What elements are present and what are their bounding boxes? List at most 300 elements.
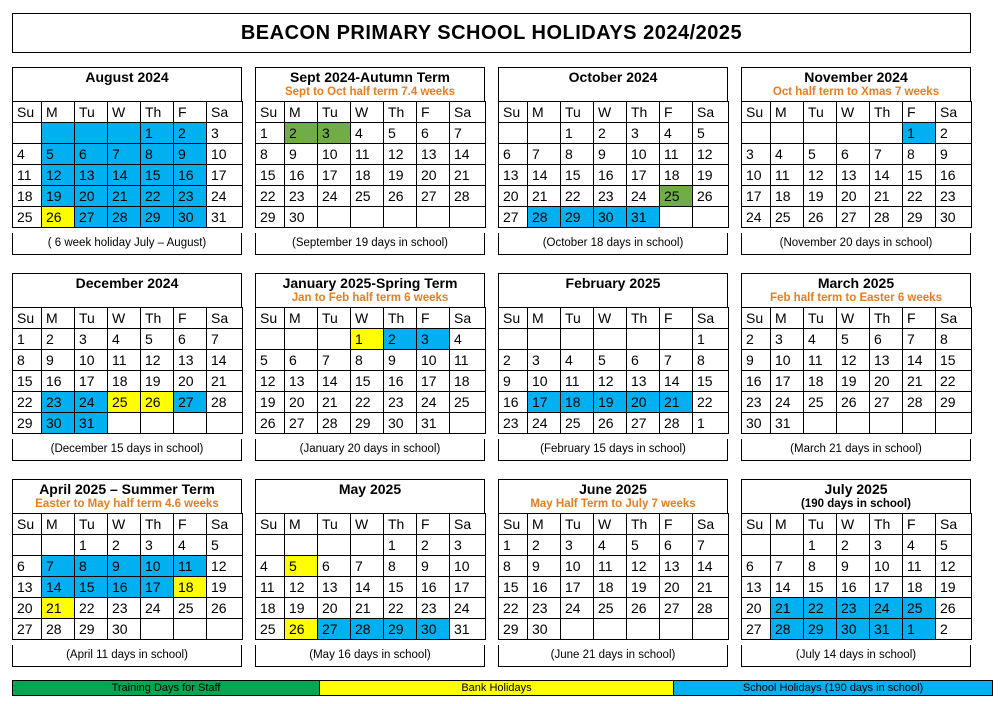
- day-cell: 18: [174, 577, 207, 598]
- day-cell: 28: [108, 207, 141, 228]
- day-cell: 22: [256, 186, 285, 207]
- day-cell: 23: [936, 186, 972, 207]
- day-cell: 30: [285, 207, 318, 228]
- weekday-label: Sa: [936, 308, 972, 329]
- day-cell: 25: [903, 598, 936, 619]
- legend: [12, 680, 993, 696]
- day-cell: 29: [903, 207, 936, 228]
- page-title: BEACON PRIMARY SCHOOL HOLIDAYS 2024/2025: [12, 13, 971, 53]
- day-cell: 26: [594, 413, 627, 434]
- day-cell: 6: [499, 144, 528, 165]
- month-table: [741, 513, 972, 640]
- day-cell: 24: [417, 392, 450, 413]
- month-footer: (October 18 days in school): [498, 233, 728, 255]
- day-cell: 17: [627, 165, 660, 186]
- day-cell: 19: [384, 165, 417, 186]
- day-cell: 24: [771, 392, 804, 413]
- day-cell: 3: [450, 535, 486, 556]
- day-cell: 25: [174, 598, 207, 619]
- day-cell: 13: [660, 556, 693, 577]
- weekday-header-row: [742, 514, 972, 535]
- weekday-header-row: [742, 102, 972, 123]
- day-cell: 1: [75, 535, 108, 556]
- day-cell: 15: [561, 165, 594, 186]
- day-cell: 3: [561, 535, 594, 556]
- day-cell: 27: [285, 413, 318, 434]
- day-cell: 1: [351, 329, 384, 350]
- day-cell: 6: [174, 329, 207, 350]
- week-row: [742, 535, 972, 556]
- weekday-label: F: [903, 102, 936, 123]
- legend-school-holidays: School Holidays (190 days in school): [674, 681, 992, 695]
- weekday-label: Th: [384, 514, 417, 535]
- day-cell: 9: [837, 556, 870, 577]
- weekday-label: Su: [13, 308, 42, 329]
- day-cell: 21: [207, 371, 243, 392]
- day-cell: 24: [75, 392, 108, 413]
- day-cell: 21: [771, 598, 804, 619]
- weekday-label: Sa: [936, 102, 972, 123]
- day-cell: 16: [742, 371, 771, 392]
- weekday-label: Tu: [561, 514, 594, 535]
- day-cell: [561, 619, 594, 640]
- day-cell: 18: [804, 371, 837, 392]
- day-cell: 5: [936, 535, 972, 556]
- week-row: [13, 392, 243, 413]
- day-cell: 19: [285, 598, 318, 619]
- day-cell: 16: [42, 371, 75, 392]
- day-cell: [936, 413, 972, 434]
- day-cell: 14: [771, 577, 804, 598]
- day-cell: 8: [804, 556, 837, 577]
- weekday-label: F: [417, 308, 450, 329]
- day-cell: [256, 535, 285, 556]
- weekday-label: Sa: [207, 102, 243, 123]
- day-cell: 29: [351, 413, 384, 434]
- week-row: [256, 619, 486, 640]
- weekday-label: Th: [141, 308, 174, 329]
- month-footer: (May 16 days in school): [255, 645, 485, 667]
- day-cell: 26: [693, 186, 729, 207]
- day-cell: 4: [450, 329, 486, 350]
- day-cell: 18: [561, 392, 594, 413]
- day-cell: 18: [108, 371, 141, 392]
- day-cell: 3: [207, 123, 243, 144]
- day-cell: 25: [351, 186, 384, 207]
- day-cell: 28: [771, 619, 804, 640]
- day-cell: 23: [417, 598, 450, 619]
- day-cell: 9: [174, 144, 207, 165]
- day-cell: 28: [450, 186, 486, 207]
- day-cell: 4: [108, 329, 141, 350]
- month-footer: (September 19 days in school): [255, 233, 485, 255]
- weekday-header-row: [499, 308, 729, 329]
- day-cell: 18: [450, 371, 486, 392]
- week-row: [13, 577, 243, 598]
- day-cell: [384, 207, 417, 228]
- day-cell: 3: [141, 535, 174, 556]
- month-table: [12, 101, 243, 228]
- week-row: [742, 556, 972, 577]
- day-cell: 13: [627, 371, 660, 392]
- week-row: [742, 123, 972, 144]
- month-table: [498, 513, 729, 640]
- day-cell: [594, 329, 627, 350]
- day-cell: 18: [660, 165, 693, 186]
- weekday-label: Tu: [75, 514, 108, 535]
- day-cell: 24: [207, 186, 243, 207]
- day-cell: 15: [693, 371, 729, 392]
- weekday-label: M: [285, 514, 318, 535]
- month-header: [12, 273, 242, 307]
- day-cell: 27: [627, 413, 660, 434]
- week-row: [13, 619, 243, 640]
- week-row: [13, 123, 243, 144]
- day-cell: 4: [660, 123, 693, 144]
- day-cell: 27: [499, 207, 528, 228]
- day-cell: 6: [13, 556, 42, 577]
- day-cell: [285, 535, 318, 556]
- weekday-header-row: [13, 514, 243, 535]
- weekday-label: M: [771, 514, 804, 535]
- day-cell: 16: [594, 165, 627, 186]
- day-cell: 13: [417, 144, 450, 165]
- day-cell: 26: [627, 598, 660, 619]
- day-cell: 8: [384, 556, 417, 577]
- day-cell: 18: [256, 598, 285, 619]
- day-cell: 7: [207, 329, 243, 350]
- month-calendar: [498, 479, 728, 672]
- week-row: [742, 207, 972, 228]
- weekday-label: Th: [627, 308, 660, 329]
- day-cell: 19: [804, 186, 837, 207]
- day-cell: 20: [660, 577, 693, 598]
- day-cell: 22: [804, 598, 837, 619]
- weekday-label: Su: [13, 102, 42, 123]
- day-cell: 21: [351, 598, 384, 619]
- month-subtitle: Oct half term to Xmas 7 weeks: [772, 86, 940, 98]
- day-cell: [870, 123, 903, 144]
- day-cell: 13: [75, 165, 108, 186]
- weekday-label: Sa: [936, 514, 972, 535]
- legend-bank-holidays: Bank Holidays: [320, 681, 674, 695]
- day-cell: 26: [285, 619, 318, 640]
- day-cell: 21: [108, 186, 141, 207]
- day-cell: 30: [174, 207, 207, 228]
- day-cell: 17: [561, 577, 594, 598]
- weekday-label: Tu: [561, 102, 594, 123]
- day-cell: [627, 619, 660, 640]
- day-cell: 1: [903, 619, 936, 640]
- day-cell: 17: [318, 165, 351, 186]
- day-cell: [499, 329, 528, 350]
- day-cell: 27: [75, 207, 108, 228]
- week-row: [499, 556, 729, 577]
- day-cell: 22: [936, 371, 972, 392]
- day-cell: 29: [804, 619, 837, 640]
- weekday-label: F: [174, 514, 207, 535]
- day-cell: 24: [561, 598, 594, 619]
- weekday-label: Tu: [804, 308, 837, 329]
- day-cell: [108, 123, 141, 144]
- month-calendar: [255, 273, 485, 466]
- month-header: [255, 273, 485, 307]
- week-row: [13, 556, 243, 577]
- day-cell: 13: [13, 577, 42, 598]
- month-name: June 2025: [579, 481, 647, 497]
- day-cell: 28: [903, 392, 936, 413]
- day-cell: 9: [499, 371, 528, 392]
- month-header: [12, 479, 242, 513]
- day-cell: 20: [837, 186, 870, 207]
- day-cell: 31: [627, 207, 660, 228]
- day-cell: 8: [75, 556, 108, 577]
- day-cell: [108, 413, 141, 434]
- week-row: [256, 329, 486, 350]
- day-cell: 18: [903, 577, 936, 598]
- day-cell: 22: [561, 186, 594, 207]
- day-cell: 7: [660, 350, 693, 371]
- weekday-label: Th: [627, 102, 660, 123]
- week-row: [13, 350, 243, 371]
- week-row: [13, 186, 243, 207]
- weekday-label: Sa: [450, 308, 486, 329]
- day-cell: [903, 413, 936, 434]
- day-cell: 8: [499, 556, 528, 577]
- day-cell: 21: [903, 371, 936, 392]
- day-cell: 12: [42, 165, 75, 186]
- day-cell: 9: [384, 350, 417, 371]
- day-cell: 15: [499, 577, 528, 598]
- week-row: [742, 371, 972, 392]
- weekday-label: Su: [13, 514, 42, 535]
- day-cell: 24: [450, 598, 486, 619]
- week-row: [742, 329, 972, 350]
- day-cell: [207, 619, 243, 640]
- weekday-label: Th: [627, 514, 660, 535]
- day-cell: 30: [837, 619, 870, 640]
- day-cell: 9: [936, 144, 972, 165]
- day-cell: 25: [594, 598, 627, 619]
- day-cell: 1: [384, 535, 417, 556]
- day-cell: 21: [450, 165, 486, 186]
- month-table: [255, 101, 486, 228]
- week-row: [13, 207, 243, 228]
- day-cell: 5: [693, 123, 729, 144]
- month-name: October 2024: [568, 69, 658, 85]
- day-cell: 7: [318, 350, 351, 371]
- week-row: [742, 165, 972, 186]
- day-cell: 2: [42, 329, 75, 350]
- day-cell: 14: [207, 350, 243, 371]
- day-cell: [499, 123, 528, 144]
- weekday-header-row: [742, 308, 972, 329]
- day-cell: 8: [693, 350, 729, 371]
- month-subtitle: Feb half term to Easter 6 weeks: [770, 292, 942, 304]
- day-cell: 2: [837, 535, 870, 556]
- weekday-header-row: [13, 308, 243, 329]
- day-cell: 18: [351, 165, 384, 186]
- day-cell: 1: [693, 413, 729, 434]
- week-row: [499, 165, 729, 186]
- day-cell: 10: [450, 556, 486, 577]
- month-name: August 2024: [85, 69, 169, 85]
- month-name: February 2025: [565, 275, 661, 291]
- day-cell: 27: [174, 392, 207, 413]
- day-cell: 14: [351, 577, 384, 598]
- day-cell: 21: [318, 392, 351, 413]
- day-cell: [660, 329, 693, 350]
- weekday-label: M: [771, 102, 804, 123]
- day-cell: 20: [742, 598, 771, 619]
- week-row: [256, 207, 486, 228]
- day-cell: 4: [903, 535, 936, 556]
- day-cell: [693, 619, 729, 640]
- day-cell: 11: [561, 371, 594, 392]
- weekday-label: Tu: [318, 102, 351, 123]
- day-cell: 17: [417, 371, 450, 392]
- day-cell: 7: [693, 535, 729, 556]
- day-cell: 7: [528, 144, 561, 165]
- day-cell: 12: [627, 556, 660, 577]
- week-row: [499, 392, 729, 413]
- day-cell: 2: [742, 329, 771, 350]
- day-cell: 7: [108, 144, 141, 165]
- day-cell: 6: [660, 535, 693, 556]
- day-cell: [351, 207, 384, 228]
- day-cell: 29: [936, 392, 972, 413]
- day-cell: 27: [870, 392, 903, 413]
- month-name: May 2025: [338, 481, 402, 497]
- day-cell: 26: [837, 392, 870, 413]
- month-table: [741, 101, 972, 228]
- day-cell: 10: [771, 350, 804, 371]
- weekday-label: M: [771, 308, 804, 329]
- month-calendar: [741, 273, 971, 466]
- day-cell: 10: [528, 371, 561, 392]
- day-cell: 31: [417, 413, 450, 434]
- day-cell: 5: [207, 535, 243, 556]
- weekday-header-row: [256, 514, 486, 535]
- weekday-label: Sa: [450, 514, 486, 535]
- weekday-label: F: [903, 308, 936, 329]
- weekday-label: Su: [499, 514, 528, 535]
- day-cell: [804, 413, 837, 434]
- month-header: [741, 67, 971, 101]
- day-cell: 19: [837, 371, 870, 392]
- day-cell: 16: [936, 165, 972, 186]
- day-cell: 30: [384, 413, 417, 434]
- day-cell: 2: [174, 123, 207, 144]
- month-footer: (December 15 days in school): [12, 439, 242, 461]
- week-row: [742, 186, 972, 207]
- day-cell: 3: [771, 329, 804, 350]
- day-cell: 15: [804, 577, 837, 598]
- week-row: [742, 392, 972, 413]
- month-table: [498, 101, 729, 228]
- day-cell: [660, 619, 693, 640]
- day-cell: 19: [42, 186, 75, 207]
- day-cell: 23: [285, 186, 318, 207]
- day-cell: 9: [742, 350, 771, 371]
- day-cell: 6: [285, 350, 318, 371]
- day-cell: 27: [318, 619, 351, 640]
- day-cell: 10: [207, 144, 243, 165]
- weekday-label: Su: [256, 102, 285, 123]
- day-cell: 13: [318, 577, 351, 598]
- weekday-label: W: [594, 308, 627, 329]
- month-header: [741, 273, 971, 307]
- month-table: [741, 307, 972, 434]
- month-footer: (March 21 days in school): [741, 439, 971, 461]
- day-cell: 12: [693, 144, 729, 165]
- weekday-label: Su: [742, 514, 771, 535]
- month-subtitle: Sept to Oct half term 7.4 weeks: [284, 86, 455, 98]
- day-cell: 26: [42, 207, 75, 228]
- day-cell: 14: [660, 371, 693, 392]
- month-calendar: [255, 67, 485, 260]
- day-cell: 24: [141, 598, 174, 619]
- weekday-label: M: [528, 308, 561, 329]
- week-row: [256, 577, 486, 598]
- day-cell: 4: [561, 350, 594, 371]
- day-cell: 15: [351, 371, 384, 392]
- day-cell: [528, 123, 561, 144]
- day-cell: 27: [660, 598, 693, 619]
- day-cell: 19: [936, 577, 972, 598]
- day-cell: 7: [351, 556, 384, 577]
- week-row: [499, 329, 729, 350]
- week-row: [742, 144, 972, 165]
- day-cell: 3: [627, 123, 660, 144]
- week-row: [742, 350, 972, 371]
- day-cell: 11: [13, 165, 42, 186]
- day-cell: 15: [141, 165, 174, 186]
- month-name: April 2025 – Summer Term: [39, 481, 215, 497]
- day-cell: 24: [318, 186, 351, 207]
- weekday-label: Tu: [561, 308, 594, 329]
- day-cell: [837, 123, 870, 144]
- day-cell: [771, 535, 804, 556]
- day-cell: [207, 413, 243, 434]
- weekday-label: W: [837, 102, 870, 123]
- day-cell: 23: [174, 186, 207, 207]
- day-cell: 22: [75, 598, 108, 619]
- day-cell: 6: [870, 329, 903, 350]
- weekday-label: Sa: [693, 102, 729, 123]
- week-row: [256, 123, 486, 144]
- day-cell: 1: [141, 123, 174, 144]
- weekday-label: Tu: [75, 102, 108, 123]
- day-cell: 21: [528, 186, 561, 207]
- day-cell: 16: [108, 577, 141, 598]
- day-cell: 16: [528, 577, 561, 598]
- day-cell: 18: [594, 577, 627, 598]
- day-cell: 8: [936, 329, 972, 350]
- weekday-label: W: [837, 308, 870, 329]
- day-cell: 28: [528, 207, 561, 228]
- day-cell: 20: [13, 598, 42, 619]
- day-cell: 10: [627, 144, 660, 165]
- day-cell: 25: [256, 619, 285, 640]
- day-cell: [561, 329, 594, 350]
- day-cell: 3: [742, 144, 771, 165]
- week-row: [499, 413, 729, 434]
- day-cell: 9: [108, 556, 141, 577]
- day-cell: 11: [804, 350, 837, 371]
- day-cell: 5: [627, 535, 660, 556]
- day-cell: [804, 123, 837, 144]
